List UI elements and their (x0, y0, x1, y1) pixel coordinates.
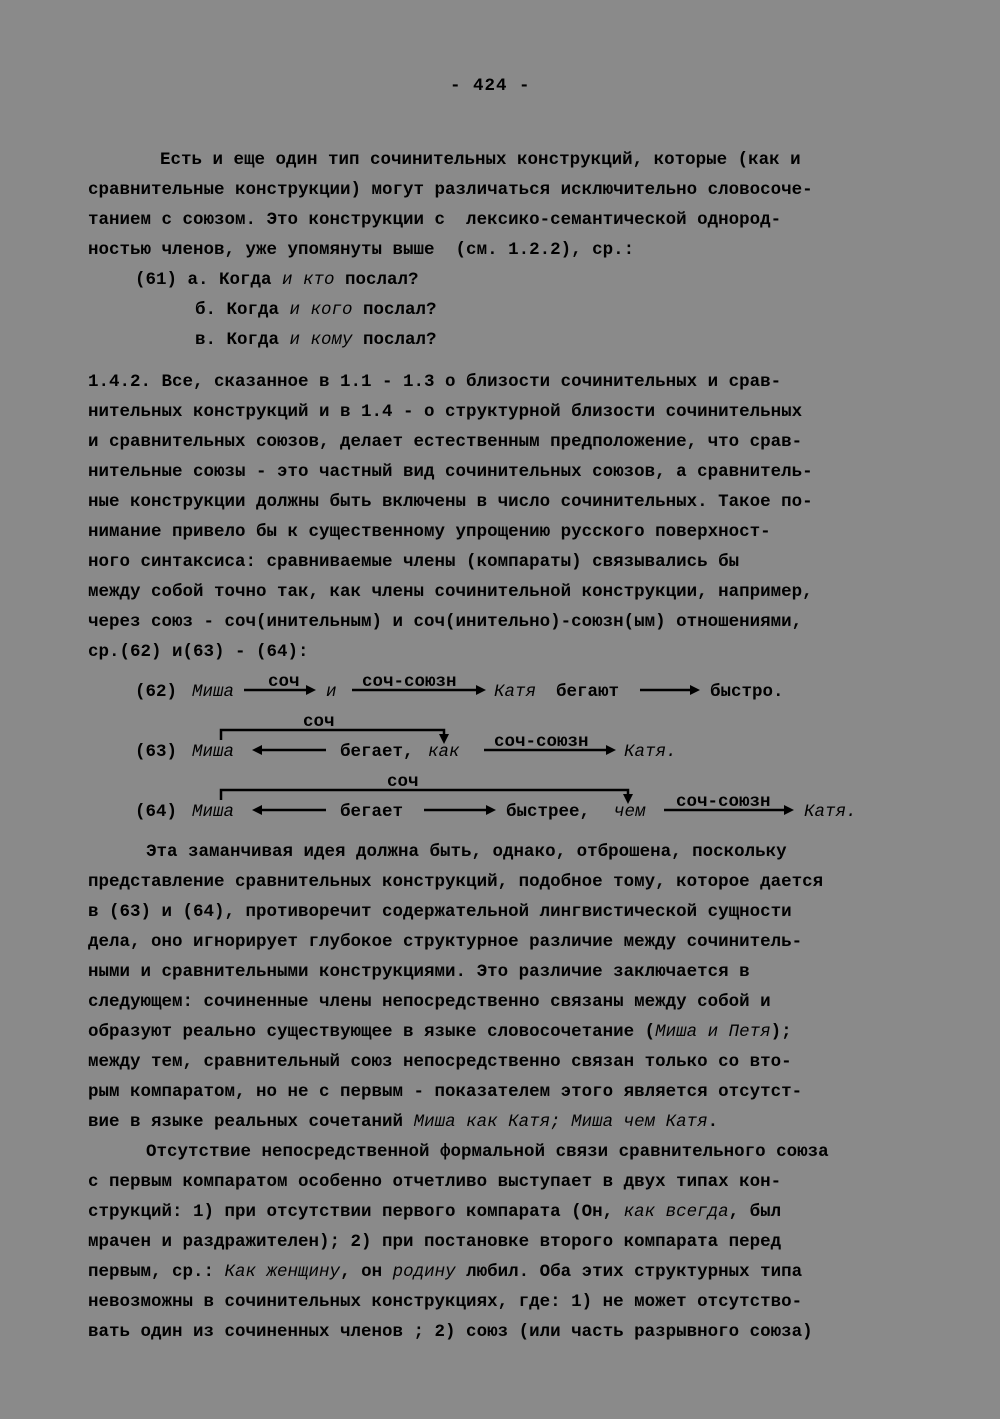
word-begayut: бегают (556, 682, 620, 702)
text-run: послал? (352, 300, 437, 320)
example-line (195, 330, 437, 350)
example-62-diagram (135, 672, 784, 702)
italic-run: и кому (289, 330, 353, 350)
text-run: невозможны в сочинительных конструкциях, где: 1) не может отсутство- (88, 1292, 803, 1312)
text-run: (61) а. Когда (135, 270, 283, 290)
text-line (88, 902, 792, 922)
word-misha: Миша (192, 682, 235, 702)
text-run: Эта заманчивая идея должна быть, однако, отброшена, поскольку (146, 842, 787, 862)
text-line (88, 1232, 781, 1252)
text-run: первым, ср.: (88, 1262, 225, 1282)
text-run: и сравнительных союзов, делает естественным предположение, что срав- (88, 432, 803, 452)
word-bystree: быстрее, (506, 802, 591, 822)
text-run: в. Когда (195, 330, 290, 350)
text-line (88, 872, 823, 892)
page-number: - 424 - (450, 76, 531, 96)
relation-label: соч (268, 672, 300, 692)
relation-label: соч (303, 712, 335, 732)
italic-run: Миша как Катя; Миша чем Катя (413, 1112, 708, 1132)
text-run: , он (340, 1262, 393, 1282)
italic-run: и кто (282, 270, 335, 290)
text-run: образуют реально существующее в языке словосочетание ( (88, 1022, 656, 1042)
text-run: нительных конструкций и в 1.4 - о структурной близости сочинительных (88, 402, 803, 422)
text-run: дела, оно игнорирует глубокое структурное различие между сочинитель- (88, 932, 803, 952)
text-run: между собой точно так, как члены сочинительной конструкции, например, (88, 582, 813, 602)
word-i: и (326, 682, 337, 702)
text-line (88, 522, 771, 542)
italic-run: и кого (289, 300, 353, 320)
text-run: рым компаратом, но не с первым - показателем этого является отсутст- (88, 1082, 803, 1102)
example-64-diagram (135, 772, 857, 822)
text-run: вие в языке реальных сочетаний (88, 1112, 414, 1132)
relation-label: соч (387, 772, 419, 792)
word-kak: как (428, 742, 460, 762)
text-line (88, 1112, 718, 1132)
relation-label: соч-союзн (362, 672, 457, 692)
arrowhead-icon (784, 805, 794, 815)
text-line (88, 612, 802, 632)
text-run: Есть и еще один тип сочинительных конструкций, которые (как и (160, 150, 801, 170)
text-run: ностью членов, уже упомянуты выше (см. 1.2.2), ср.: (88, 240, 635, 260)
text-line (88, 992, 771, 1012)
text-run: мрачен и раздражителен); 2) при постановке второго компарата перед (88, 1232, 782, 1252)
text-run: с первым компаратом особенно отчетливо выступает в двух типах кон- (88, 1172, 782, 1192)
text-line (88, 1022, 792, 1042)
text-run: . (707, 1112, 719, 1132)
text-line (88, 210, 781, 230)
text-line (88, 1292, 802, 1312)
text-line (146, 1142, 829, 1162)
text-run: через союз - соч(инительным) и соч(инительно)-союзн(ым) отношениями, (88, 612, 803, 632)
relation-label: соч-союзн (494, 732, 589, 752)
word-misha: Миша (192, 802, 235, 822)
text-run: танием с союзом. Это конструкции с лексико-семантической однород- (88, 210, 782, 230)
text-line (88, 462, 813, 482)
text-run: струкций: 1) при отсутствии первого компарата (Он, (88, 1202, 624, 1222)
text-run: Отсутствие непосредственной формальной связи сравнительного союза (146, 1142, 829, 1162)
text-line (88, 962, 750, 982)
word-katya: Катя. (624, 742, 677, 762)
bracket-line (221, 790, 628, 800)
text-line (88, 402, 802, 422)
text-run: ); (770, 1022, 792, 1042)
example-number: (64) (135, 802, 178, 822)
text-line (88, 582, 813, 602)
text-line (88, 642, 309, 662)
text-line (88, 372, 781, 392)
word-katya: Катя (494, 682, 537, 702)
text-run: любил. Оба этих структурных типа (455, 1262, 803, 1282)
text-line (88, 552, 739, 572)
italic-run: родину (392, 1262, 456, 1282)
arrowhead-icon (690, 685, 700, 695)
text-run: вать один из сочиненных членов ; 2) союз (или часть разрывного союза) (88, 1322, 813, 1342)
arrowhead-icon (486, 805, 496, 815)
italic-run: Как женщину (224, 1262, 341, 1282)
text-run: ными и сравнительными конструкциями. Это различие заключается в (88, 962, 750, 982)
text-run: в (63) и (64), противоречит содержательной лингвистической сущности (88, 902, 792, 922)
text-line (88, 1322, 813, 1342)
italic-run: как всегда (623, 1202, 729, 1222)
example-line (195, 300, 437, 320)
word-begaet: бегает, (340, 742, 414, 762)
example-number: (63) (135, 742, 178, 762)
example-63-diagram (135, 712, 677, 762)
arrowhead-icon (476, 685, 486, 695)
text-line (88, 1082, 802, 1102)
text-run: нительные союзы - это частный вид сочинительных союзов, а сравнитель- (88, 462, 813, 482)
text-run: сравнительные конструкции) могут различаться исключительно словосоче- (88, 180, 813, 200)
text-run: ср.(62) и(63) - (64): (88, 642, 309, 662)
text-line (88, 932, 802, 952)
text-line (88, 1172, 781, 1192)
text-run: ного синтаксиса: сравниваемые члены (компараты) связывались бы (88, 552, 740, 572)
italic-run: Миша и Петя (655, 1022, 771, 1042)
word-katya: Катя. (804, 802, 857, 822)
word-bystro: быстро. (710, 682, 784, 702)
word-misha: Миша (192, 742, 235, 762)
text-run: б. Когда (195, 300, 290, 320)
text-run: нимание привело бы к существенному упрощению русского поверхност- (88, 522, 771, 542)
word-begaet: бегает (340, 802, 404, 822)
text-run: между тем, сравнительный союз непосредственно связан только со вто- (88, 1052, 792, 1072)
text-line (160, 150, 801, 170)
text-run: представление сравнительных конструкций, подобное тому, которое дается (88, 872, 824, 892)
dependency-diagrams (0, 660, 1000, 830)
text-line (146, 842, 787, 862)
arrowhead-icon (606, 745, 616, 755)
text-line (88, 432, 802, 452)
text-line (88, 180, 813, 200)
text-line (88, 1262, 802, 1282)
example-line (135, 270, 419, 290)
text-run: следующем: сочиненные члены непосредственно связаны между собой и (88, 992, 771, 1012)
example-number: (62) (135, 682, 178, 702)
text-run: 1.4.2. Все, сказанное в 1.1 - 1.3 о близости сочинительных и срав- (88, 372, 782, 392)
text-run: ные конструкции должны быть включены в число сочинительных. Такое по- (88, 492, 813, 512)
word-chem: чем (614, 802, 646, 822)
arrowhead-icon (306, 685, 316, 695)
text-line (88, 1202, 781, 1222)
text-line (88, 492, 813, 512)
text-run: послал? (334, 270, 419, 290)
text-line (88, 1052, 792, 1072)
text-run: , был (728, 1202, 782, 1222)
relation-label: соч-союзн (676, 792, 771, 812)
text-run: послал? (352, 330, 437, 350)
text-line (88, 240, 634, 260)
